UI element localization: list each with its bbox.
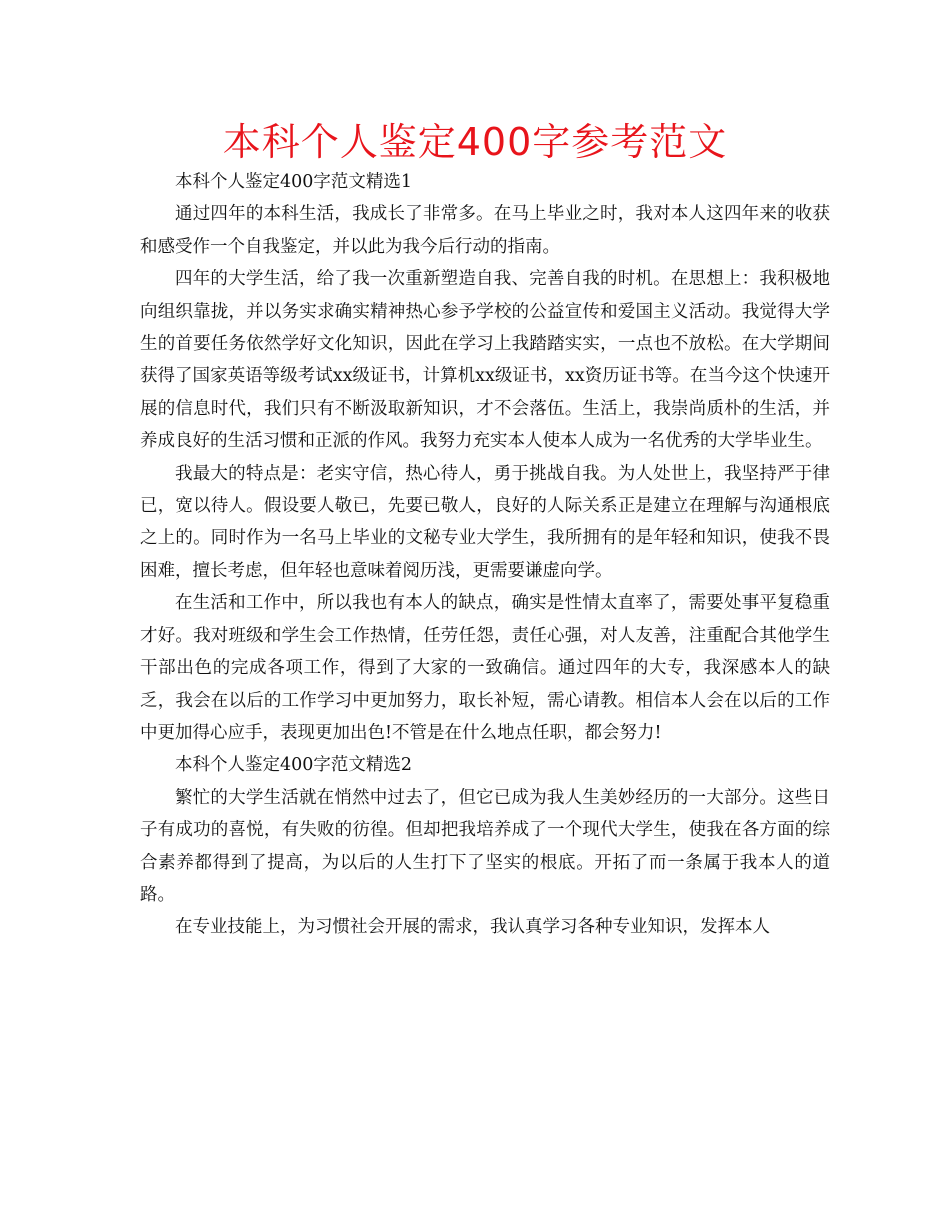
paragraph: 繁忙的大学生活就在悄然中过去了，但它已成为我人生美妙经历的一大部分。这些日子有成功的喜悦，有失败的彷徨。但却把我培养成了一个现代大学生，使我在各方面的综合素养都得到了提高，为以后的人生打下了坚实的根底。开拓了而一条属于我本人的道路。 [140,787,830,905]
section-heading-1: 本科个人鉴定400字范文精选1 [175,172,413,192]
paragraph: 四年的大学生活，给了我一次重新塑造自我、完善自我的时机。在思想上：我积极地向组织靠拢，并以务实求确实精神热心参予学校的公益宣传和爱国主义活动。我觉得大学生的首要任务依然学好文化知识，因此在学习上我踏踏实实，一点也不放松。在大学期间获得了国家英语等级考试xx级证书，计算机xx级证书，xx资历证书等。在当今这个快速开展的信息时代，我们只有不断汲取新知识，才不会落伍。生活上，我崇尚质朴的生活，并养成良好的生活习惯和正派的作风。我努力充实本人使本人成为一名优秀的大学毕业生。 [140,269,830,452]
paragraph: 在专业技能上，为习惯社会开展的需求，我认真学习各种专业知识，发挥本人 [175,917,770,938]
document-title: 本科个人鉴定400字参考范文 [222,120,728,164]
section-heading-2: 本科个人鉴定400字范文精选2 [175,755,413,776]
paragraph: 通过四年的本科生活，我成长了非常多。在马上毕业之时，我对本人这四年来的收获和感受作一个自我鉴定，并以此为我今后行动的指南。 [140,204,830,257]
document-body [140,166,830,944]
paragraph: 我最大的特点是：老实守信，热心待人，勇于挑战自我。为人处世上，我坚持严于律已，宽以待人。假设要人敬已，先要已敬人，良好的人际关系正是建立在理解与沟通根底之上的。同时作为一名马上毕业的文秘专业大学生，我所拥有的是年轻和知识，使我不畏困难，擅长考虑，但年轻也意味着阅历浅，更需要谦虚向学。 [140,463,830,581]
paragraph: 在生活和工作中，所以我也有本人的缺点，确实是性情太直率了，需要处事平复稳重才好。我对班级和学生会工作热情，任劳任怨，责任心强，对人友善，注重配合其他学生干部出色的完成各项工作，得到了大家的一致确信。通过四年的大专，我深感本人的缺乏，我会在以后的工作学习中更加努力，取长补短，需心请教。相信本人会在以后的工作中更加得心应手，表现更加出色!不管是在什么地点任职，都会努力! [140,593,830,743]
